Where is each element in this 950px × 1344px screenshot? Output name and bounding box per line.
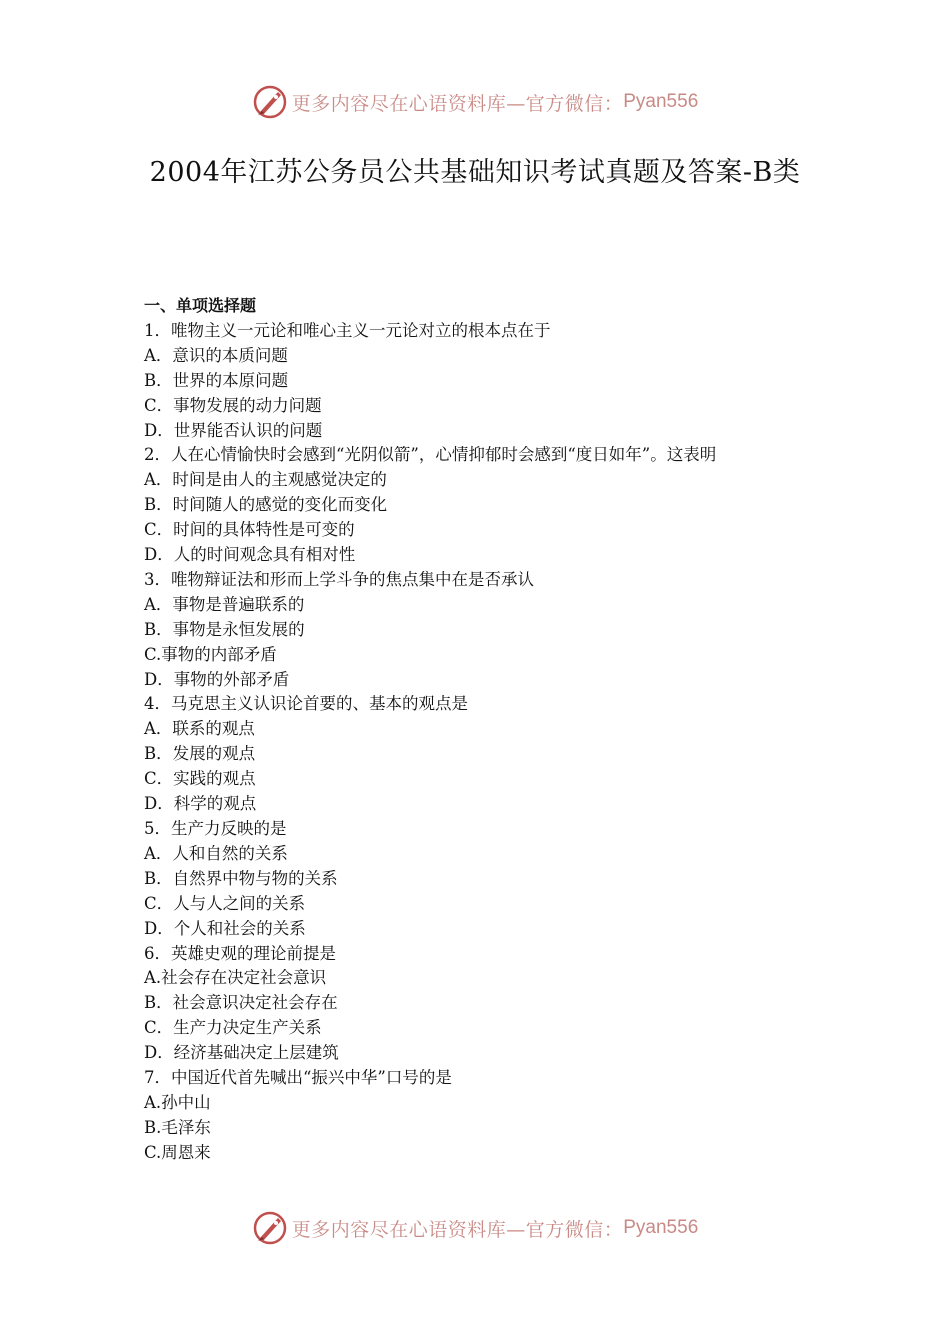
option-line: C.事物的内部矛盾 bbox=[144, 644, 277, 664]
banner-text: 更多内容尽在心语资料库—官方微信： bbox=[291, 1218, 624, 1241]
option-line: B．社会意识决定社会存在 bbox=[144, 993, 338, 1013]
option-line: C．生产力决定生产关系 bbox=[144, 1018, 322, 1038]
banner-text: 更多内容尽在心语资料库—官方微信： bbox=[291, 92, 624, 115]
option-line: D．个人和社会的关系 bbox=[144, 918, 306, 938]
pen-logo-icon bbox=[252, 1210, 288, 1246]
option-line: B．事物是永恒发展的 bbox=[144, 619, 305, 639]
option-line: D．科学的观点 bbox=[144, 794, 257, 814]
question-line: 5．生产力反映的是 bbox=[144, 819, 287, 839]
option-line: C．时间的具体特性是可变的 bbox=[144, 520, 355, 540]
option-line: A．人和自然的关系 bbox=[144, 843, 288, 863]
option-line: A．时间是由人的主观感觉决定的 bbox=[144, 470, 387, 490]
option-line: B．时间随人的感觉的变化而变化 bbox=[144, 495, 388, 515]
document-title: 2004年江苏公务员公共基础知识考试真题及答案-B类 bbox=[149, 157, 801, 188]
option-line: A．意识的本质问题 bbox=[144, 345, 288, 365]
option-line: C.周恩来 bbox=[144, 1142, 211, 1162]
option-line: A.孙中山 bbox=[144, 1092, 211, 1112]
option-line: D．事物的外部矛盾 bbox=[144, 669, 290, 689]
question-line: 3．唯物辩证法和形而上学斗争的焦点集中在是否承认 bbox=[144, 569, 534, 589]
question-line: 1．唯物主义一元论和唯心主义一元论对立的根本点在于 bbox=[144, 320, 551, 340]
option-line: A．事物是普遍联系的 bbox=[144, 594, 305, 614]
option-line: B．自然界中物与物的关系 bbox=[144, 868, 338, 888]
footer-banner bbox=[0, 1208, 950, 1248]
header-banner bbox=[0, 82, 950, 122]
option-line: C．事物发展的动力问题 bbox=[144, 395, 322, 415]
option-line: A.社会存在决定社会意识 bbox=[144, 968, 327, 988]
question-line: 6．英雄史观的理论前提是 bbox=[144, 943, 336, 963]
option-line: C．实践的观点 bbox=[144, 769, 256, 789]
question-line: 4．马克思主义认识论首要的、基本的观点是 bbox=[144, 694, 468, 714]
option-line: B．世界的本原问题 bbox=[144, 370, 289, 390]
option-line: D．人的时间观念具有相对性 bbox=[144, 545, 356, 565]
banner-wechat-id: Pyan556 bbox=[623, 1217, 699, 1238]
question-section bbox=[144, 294, 814, 1166]
option-line: B．发展的观点 bbox=[144, 744, 256, 764]
question-line: 2．人在心情愉快时会感到“光阴似箭”，心情抑郁时会感到“度日如年”。这表明 bbox=[144, 445, 717, 465]
option-line: D．世界能否认识的问题 bbox=[144, 420, 323, 440]
option-line: D．经济基础决定上层建筑 bbox=[144, 1043, 339, 1063]
pen-logo-icon bbox=[252, 84, 288, 120]
option-line: B.毛泽东 bbox=[144, 1117, 211, 1137]
option-line: C．人与人之间的关系 bbox=[144, 893, 306, 913]
question-line: 7．中国近代首先喊出“振兴中华”口号的是 bbox=[144, 1068, 452, 1088]
option-line: A．联系的观点 bbox=[144, 719, 255, 739]
section-heading: 一、单项选择题 bbox=[144, 296, 257, 315]
banner-wechat-id: Pyan556 bbox=[623, 91, 699, 112]
